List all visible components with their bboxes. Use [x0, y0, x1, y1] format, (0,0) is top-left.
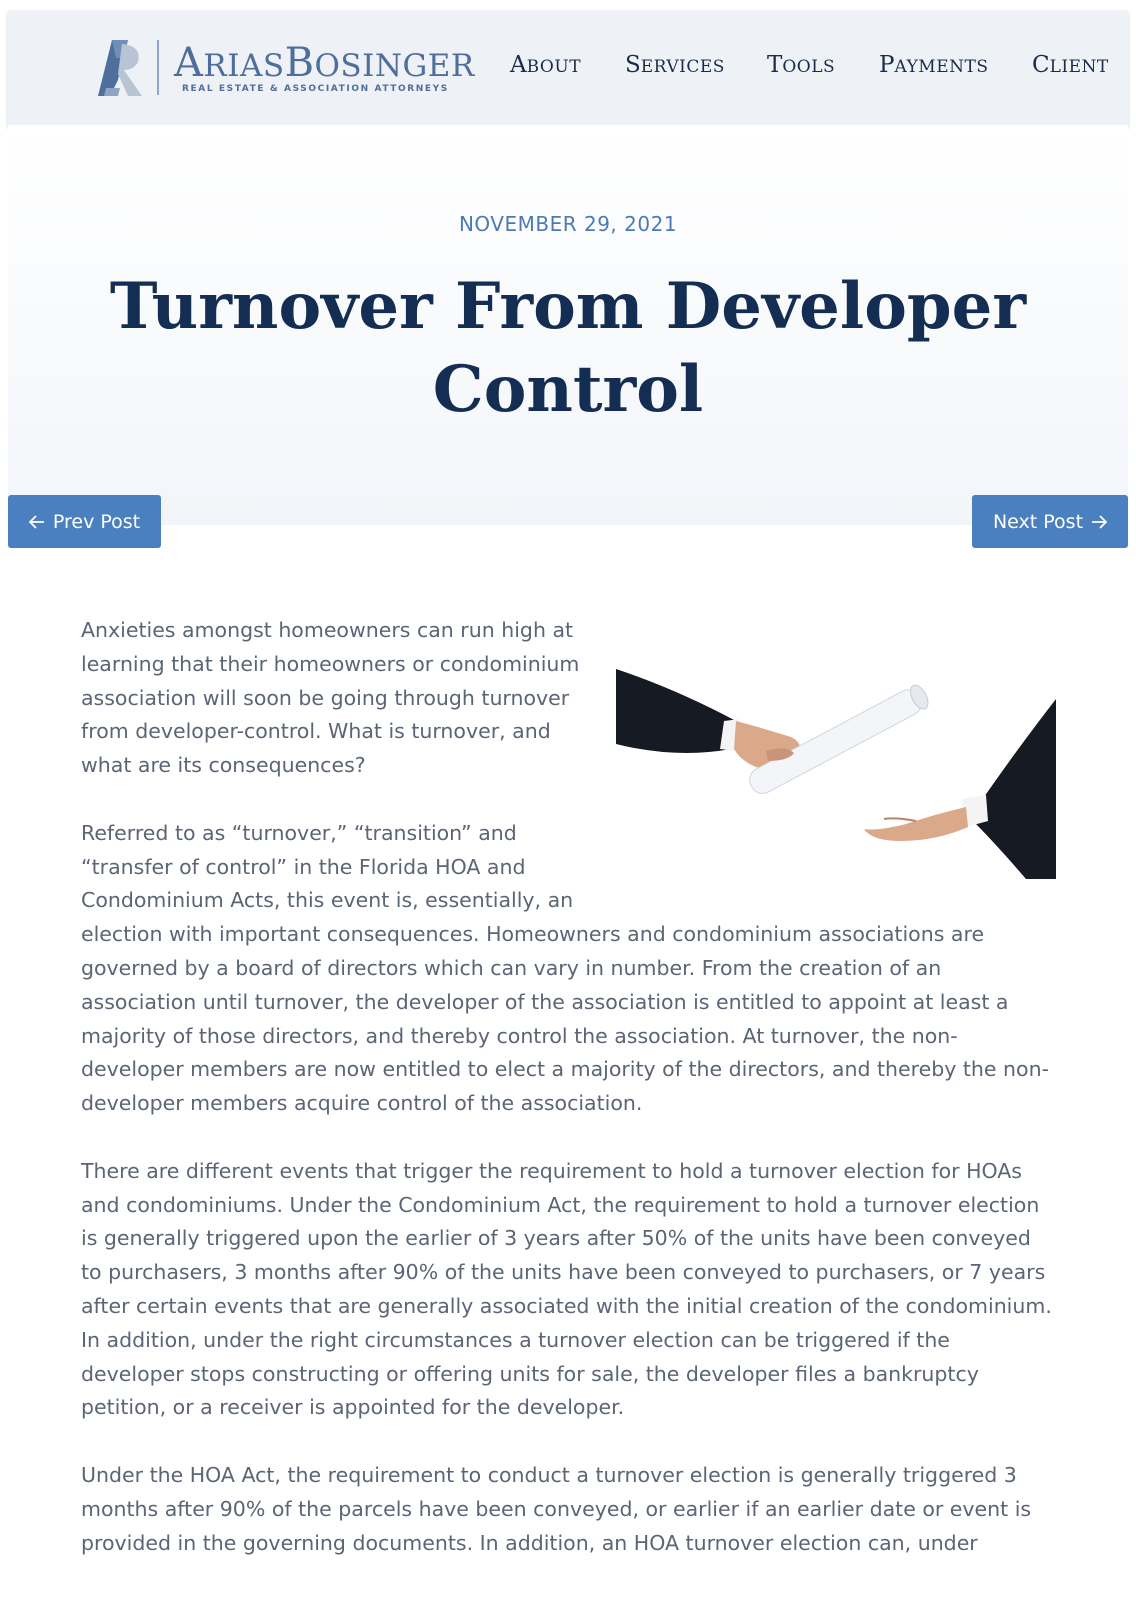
arrow-right-icon — [1091, 515, 1107, 529]
next-post-button[interactable] — [972, 495, 1128, 548]
prev-post-label: Prev Post — [52, 510, 141, 533]
nav-item-client[interactable]: CLIENT — [1032, 52, 1109, 78]
nav-item-about[interactable]: ABOUT — [510, 52, 582, 78]
nav-item-services[interactable]: SERVICES — [625, 52, 725, 78]
arrow-left-icon — [29, 515, 45, 529]
article-paragraph: There are different events that trigger the requirement to hold a turnover election for HOAs and condominiums. Under the Condominium Act, the requirement to hold a turnover election is generally triggered upon the earlier of 3 years after 50% of the units have been conveyed to purchasers, 3 months after 90% of the units have been conveyed to purchasers, or 7 years after certain events that are generally associated with the initial creation of the condominium. In addition, under the right circumstances a turnover election can be triggered if the developer stops constructing or offering units for sale, the developer files a bankruptcy petition, or a receiver is appointed for the developer. — [81, 1158, 1052, 1420]
logo-tagline: REAL ESTATE & ASSOCIATION ATTORNEYS — [182, 84, 449, 94]
handshake-image — [616, 649, 1056, 894]
logo-wordmark[interactable]: ARIASBOSINGER — [174, 40, 475, 86]
nav-item-tools[interactable]: TOOLS — [767, 52, 836, 78]
prev-post-button[interactable] — [8, 495, 161, 548]
article-paragraph: Referred to as “turnover,” “transition” and “transfer of control” in the Florida HOA and Condominium Acts, this event is, essentially, an election with important consequences. Homeowners and condominium associations are governed by a board of directors which can vary in number. From the creation of an association until turnover, the developer of the association is entitled to appoint at least a majority of those directors, and thereby control the association. At turnover, the non-developer members are now entitled to elect a majority of the directors, and thereby the non-developer members acquire control of the association. — [81, 820, 1049, 1116]
main-nav — [8, 52, 1128, 92]
page-title: Turnover From Developer Control — [109, 269, 1027, 427]
site-header — [8, 10, 1128, 125]
next-post-label: Next Post — [992, 510, 1084, 533]
post-date: NOVEMBER 29, 2021 — [458, 212, 678, 236]
article-paragraph: Under the HOA Act, the requirement to conduct a turnover election is generally triggered 3 months after 90% of the parcels have been conveyed, or earlier if an earlier date or event is provided in the governing documents. In addition, an HOA turnover election can, under — [81, 1462, 1032, 1555]
article-body — [81, 614, 1056, 1594]
nav-item-payments[interactable]: PAYMENTS — [879, 52, 989, 78]
article-paragraph: Anxieties amongst homeowners can run high at learning that their homeowners or condominium association will soon be going through turnover from developer-control. What is turnover, and what are its consequences? — [81, 618, 580, 778]
